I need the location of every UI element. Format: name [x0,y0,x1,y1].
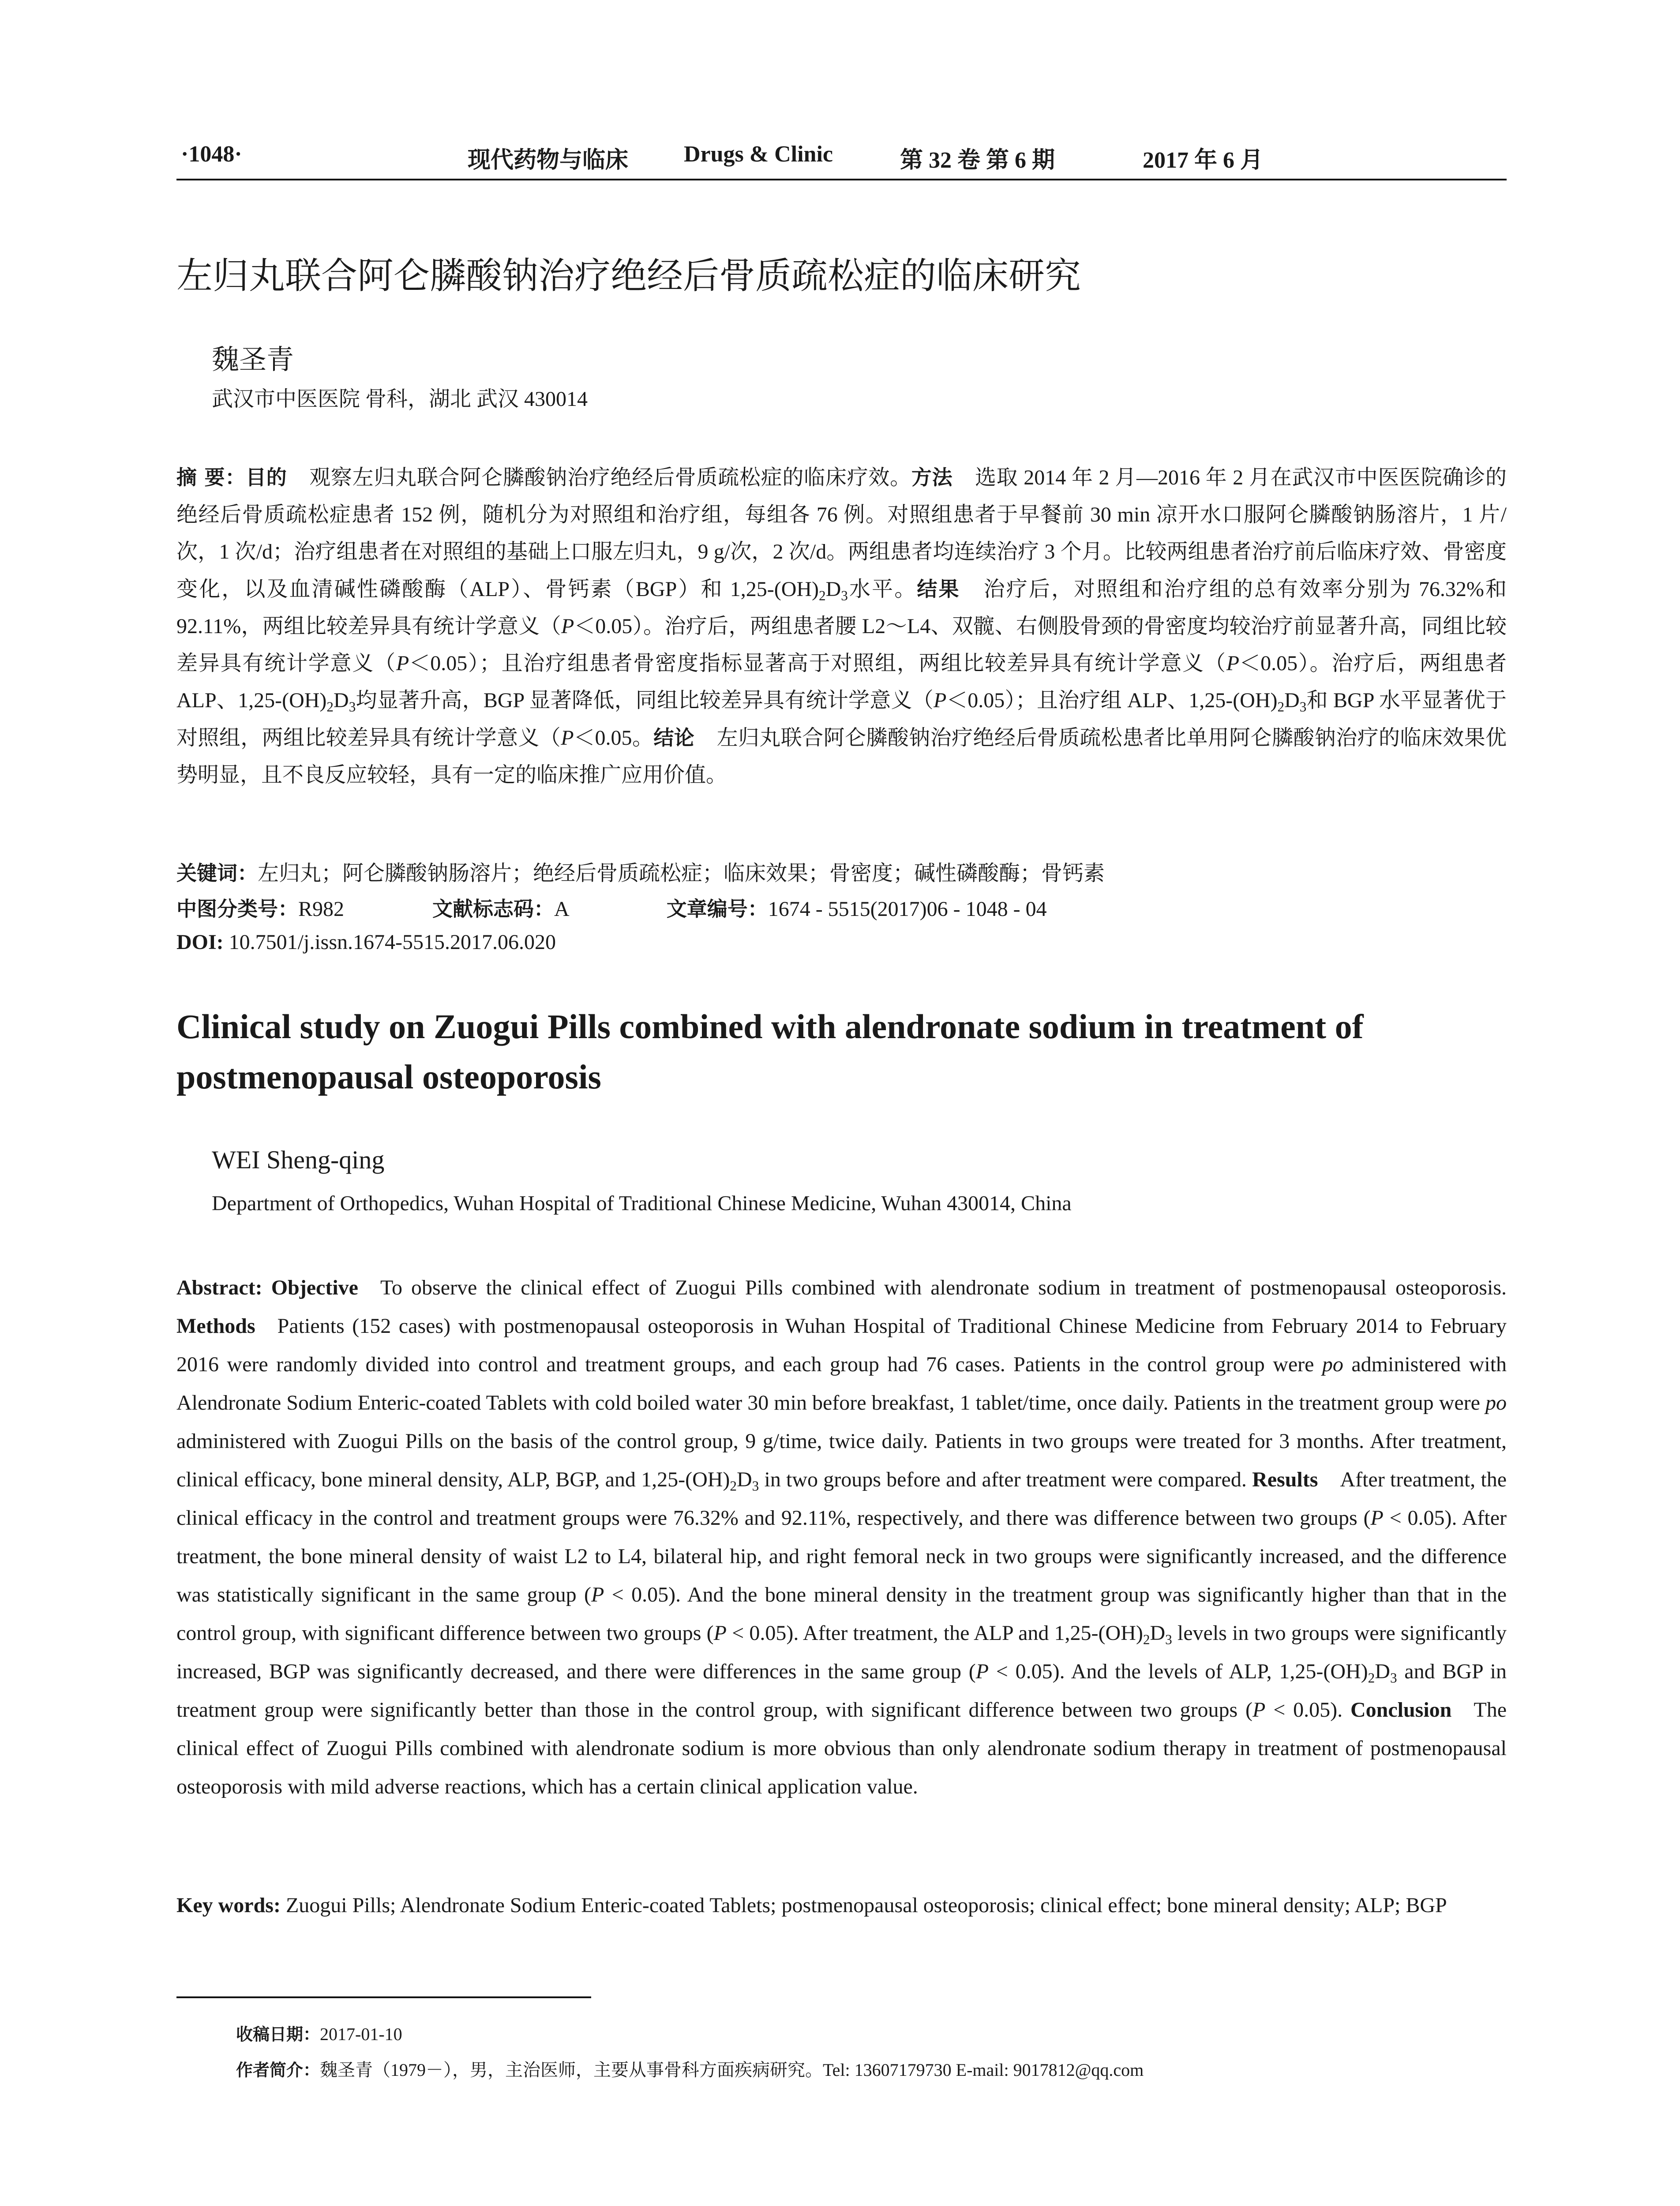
methods-text-en: administered with Zuogui Pills on the basis of the control group, 9 g/time, twice daily. Patients in two groups were treated for 3 months. After treatment, clinical efficacy, bone mineral density, ALP, BGP, and 1,25-(OH) [176,1429,1507,1491]
results-label-en: Results [1252,1468,1318,1491]
title-cn: 左归丸联合阿仑膦酸钠治疗绝经后骨质疏松症的临床研究 [176,255,1081,297]
article-no-value: 1674 - 5515(2017)06 - 1048 - 04 [768,897,1047,921]
abstract-label-cn: 摘 要： [176,465,246,489]
p-value-symbol: P [561,726,574,750]
results-text-cn: 和 BGP 水平显著优于对照组，两组比较差异具有统计学意义（ [176,689,1507,750]
results-text-cn: ＜0.05）；且治疗组患者骨密度指标显著高于对照组，两组比较差异具有统计学意义（ [409,652,1226,675]
journal-name-en: Drugs & Clinic [684,142,833,167]
methods-label-cn: 方法 [911,465,953,489]
subscript: 2 [1143,1632,1150,1647]
results-text-en: < 0.05). And the levels of ALP, 1,25-(OH) [996,1660,1368,1683]
subscript: 3 [1390,1670,1397,1686]
article-no-label: 文章编号： [666,897,768,921]
objective-label-cn: 目的 [245,465,287,489]
results-text-en: D [1375,1660,1390,1683]
journal-name-cn: 现代药物与临床 [468,148,629,173]
author-en: WEI Sheng-qing [212,1145,385,1174]
subscript: 3 [1165,1632,1172,1647]
abstract-label-en: Abstract: Objective [176,1276,358,1299]
results-text-cn: ＜0.05。 [574,726,654,750]
results-text-en: levels in two groups were significantly increased, BGP was significantly decreased, and there were differences in the same group ( [176,1621,1507,1683]
conclusion-label-en: Conclusion [1350,1698,1452,1722]
p-value-symbol: P [591,1583,604,1606]
footnote-rule [176,1996,591,1998]
subscript: 2 [1277,699,1285,715]
subscript: 3 [841,588,848,604]
keywords-en [176,1886,1507,1925]
objective-text-en: To observe the clinical effect of Zuogui Pills combined with alendronate sodium in treatment of postmenopausal osteoporosis. [380,1276,1507,1299]
p-value-symbol: P [1252,1698,1266,1722]
results-text-cn: ＜0.05）。治疗后，两组患者 ALP、1,25-(OH) [176,652,1507,712]
p-value-symbol: P [1370,1506,1384,1530]
results-text-en: and BGP in treatment group were significantly better than those in the control group, with significant difference between two groups ( [176,1660,1507,1722]
conclusion-text-cn: 左归丸联合阿仑膦酸钠治疗绝经后骨质疏松患者比单用阿仑膦酸钠治疗的临床效果优势明显，且不良反应较轻，具有一定的临床推广应用价值。 [176,726,1507,787]
results-text-cn: D [1284,689,1300,712]
volume-issue: 第 32 卷 第 6 期 [900,148,1055,173]
received-label: 收稿日期： [236,2025,320,2044]
affiliation-en: Department of Orthopedics, Wuhan Hospital of Traditional Chinese Medicine, Wuhan 430014, China [212,1192,1072,1215]
received-value: 2017-01-10 [320,2024,402,2044]
title-en: Clinical study on Zuogui Pills combined with alendronate sodium in treatment of postmenopausal osteoporosis [176,1007,1364,1096]
methods-text-cn: D [825,578,841,601]
issue-date: 2017 年 6 月 [1143,148,1264,173]
methods-text-cn: 水平。 [848,578,917,601]
abstract-en [176,1268,1507,1806]
po-abbrev: po [1322,1353,1343,1376]
p-value-symbol: P [933,689,947,712]
subscript: 2 [326,699,334,715]
conclusion-text-en: The clinical effect of Zuogui Pills combined with alendronate sodium is more obvious than only alendronate sodium therapy in treatment of postmenopausal osteoporosis with mild adverse reactions, which has a certain clinical application value. [176,1698,1507,1798]
p-value-symbol: P [713,1621,727,1645]
page-number: ·1048· [181,142,242,167]
doi-label: DOI: [176,930,224,954]
results-text-cn: ＜0.05）。治疗后，两组患者腰 L2～L4、双髋、右侧股骨颈的骨密度均较治疗前显著升高，同组比较差异具有统计学意义（ [176,615,1507,675]
p-value-symbol: P [561,615,574,638]
methods-text-cn: 选取 2014 年 2 月—2016 年 2 月在武汉市中医医院确诊的绝经后骨质疏松症患者 152 例，随机分为对照组和治疗组，每组各 76 例。对照组患者于早餐前 30 min 凉开水口服阿仑膦酸钠肠溶片，1 片/次，1 次/d；治疗组患者在对照组的基础上口服左归丸，9 g/次，2 次/d。两组患者均连续治疗 3 个月。比较两组患者治疗前后临床疗效、骨密度变化，以及血清碱性磷酸酶（ALP）、骨钙素（BGP）和 1,25-(OH) [176,466,1507,601]
keywords-label-cn: 关键词： [176,861,258,885]
subscript: 2 [1368,1670,1375,1686]
conclusion-label-cn: 结论 [653,726,695,750]
subscript: 3 [1299,699,1307,715]
abstract-cn [176,459,1507,794]
methods-text-en: Patients (152 cases) with postmenopausal osteoporosis in Wuhan Hospital of Traditional Chinese Medicine from February 2014 to February 2016 were randomly divided into control and treatment groups, and each group had 76 cases. Patients in the control group were [176,1314,1507,1376]
results-text-en: D [1150,1621,1166,1645]
classification-line [176,893,1047,922]
class-label: 中图分类号： [176,897,298,921]
p-value-symbol: P [396,652,409,675]
doc-code-value: A [554,897,570,921]
methods-text-en: D [737,1468,752,1491]
subscript: 2 [819,588,826,604]
methods-text-en: administered with Alendronate Sodium Enteric-coated Tablets with cold boiled water 30 min before breakfast, 1 tablet/time, once daily. Patients in the treatment group were [176,1353,1507,1414]
objective-text-cn: 观察左归丸联合阿仑膦酸钠治疗绝经后骨质疏松症的临床疗效。 [309,466,911,489]
po-abbrev: po [1485,1391,1507,1414]
keywords-cn [176,856,1105,886]
results-label-cn: 结果 [917,577,960,601]
doi-line [176,930,556,954]
results-text-en: After treatment, the clinical efficacy in the control and treatment groups were 76.32% and 92.11%, respectively, and there was difference between two groups ( [176,1468,1507,1530]
bio-value: 魏圣青（1979－），男，主治医师，主要从事骨科方面疾病研究。Tel: 13607179730 E-mail: 9017812@qq.com [320,2060,1144,2080]
doi-value: 10.7501/j.issn.1674-5515.2017.06.020 [229,930,556,954]
footnote-author-bio [236,2056,1144,2081]
author-cn: 魏圣青 [212,345,294,375]
keywords-text-en: Zuogui Pills; Alendronate Sodium Enteric-coated Tablets; postmenopausal osteoporosis; clinical effect; bone mineral density; ALP; BGP [285,1894,1447,1917]
header-rule [176,179,1507,180]
p-value-symbol: P [975,1660,989,1683]
results-text-cn: D [334,689,349,712]
subscript: 2 [730,1478,737,1494]
subscript: 3 [349,699,356,715]
keywords-label-en: Key words: [176,1894,281,1917]
footnote-received [236,2021,402,2045]
methods-label-en: Methods [176,1314,255,1338]
results-text-en: < 0.05). And the bone mineral density in the treatment group was significantly higher than that in the control group, with significant difference between two groups ( [176,1583,1507,1645]
class-value: R982 [298,897,345,921]
affiliation-cn: 武汉市中医医院 骨科，湖北 武汉 430014 [212,387,588,411]
running-header [176,141,1507,181]
bio-label: 作者简介： [236,2060,320,2080]
p-value-symbol: P [1226,652,1240,675]
article-page [176,0,1507,2206]
subscript: 3 [752,1478,759,1494]
results-text-cn: ＜0.05）；且治疗组 ALP、1,25-(OH) [946,689,1278,712]
doc-code-label: 文献标志码： [432,897,555,921]
results-text-cn: 治疗后，对照组和治疗组的总有效率分别为 76.32%和 92.11%，两组比较差异具有统计学意义（ [176,578,1507,638]
results-text-en: < 0.05). After treatment, the ALP and 1,25-(OH) [732,1621,1143,1645]
keywords-text-cn: 左归丸；阿仑膦酸钠肠溶片；绝经后骨质疏松症；临床效果；骨密度；碱性磷酸酶；骨钙素 [258,862,1105,885]
results-text-cn: 均显著升高，BGP 显著降低，同组比较差异具有统计学意义（ [356,689,934,712]
results-text-en: < 0.05). [1273,1698,1343,1722]
methods-text-en: in two groups before and after treatment were compared. [764,1468,1247,1491]
results-text-en: < 0.05). After treatment, the bone mineral density of waist L2 to L4, bilateral hip, and right femoral neck in two groups were significantly increased, and the difference was statistically significant in the same group ( [176,1506,1507,1606]
